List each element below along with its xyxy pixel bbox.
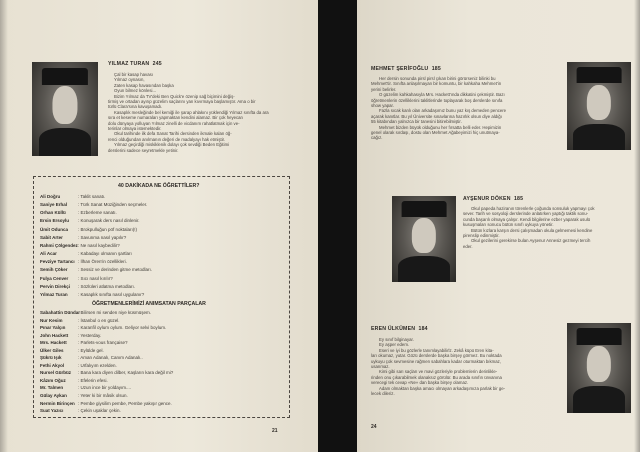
page-number: 21 (272, 428, 278, 434)
list-item: Nermin Birinçen : Pembe giysilim pembe, Pembe yakışır gence. (40, 400, 172, 406)
list-item: Pınar Yalçın : Karanfil oylum oylum. Geliyor selvi boylum. (40, 325, 167, 331)
graduation-cap-icon (42, 68, 88, 85)
list-item: Ali Doğru : Taklit sanatı. (40, 194, 106, 199)
student-name-heading: MEHMET ŞERİFOĞLU 185 (371, 66, 441, 72)
list-item: Orhan Küllü : Ezberleme sanatı. (40, 210, 117, 216)
list-item: Semih Çöker : Sessiz ve derinden gitme metodları. (40, 267, 153, 273)
list-item: Kâzım Oğuz : Efelerin efesi. (40, 377, 108, 383)
student-photo-eren (567, 323, 631, 413)
page-number: 24 (371, 424, 377, 430)
list-item: Nur Kesim : İstanbul o en güzel. (40, 317, 120, 323)
list-item: Pervin Direkçi : Sözlüleri atlatma metodları. (40, 283, 136, 289)
book-gutter (318, 0, 357, 452)
right-page (357, 0, 640, 452)
list-item: Mrs. Hackett : Parlets-vous française? (40, 340, 128, 346)
list-item: Fevziye Tartancı : İlhan Ören'in özellikleri. (40, 259, 127, 265)
student-photo-yilmaz (32, 62, 98, 156)
teachers-list-1 (40, 193, 152, 299)
graduation-cap-icon (577, 328, 622, 344)
list-item: John Hackett : Yesterday. (40, 332, 102, 338)
list-item: Ersin Ersoylu : Konuşarak ders nasıl dinlenir. (40, 218, 140, 224)
graduation-cap-icon (402, 201, 447, 216)
box-title-ogretmenler: ÖĞRETMENLERİMİZİ ANIMSATAN PARÇALAR (92, 301, 206, 307)
list-item: Saniye Erhal : Türk Sanat Müziğinden seçmeler. (40, 202, 148, 208)
left-page (0, 0, 318, 452)
list-item: Suat Yazıcı : Çekin uşaklar çekin. (40, 408, 121, 414)
list-item: Ali Acar : Kabadayı olmanın şartları (40, 251, 132, 257)
student-name-heading: YILMAZ TURAN 245 (108, 61, 162, 67)
list-item: Rahmi Çölgendez: Ne nasıl kaybedilir? (40, 242, 120, 248)
list-item: Fulya Cenver : Sıcı nasıl kırılır? (40, 275, 113, 281)
student-bio: Okul papeda haziranın törenlerle çoğunda sonsuluk yapmayı çok sever. Tarih ve sosyoloji derslerinde anlatırken yaptığı taktik sonu- cunda başarılı olmaya çalışır. Kendi bilgilerine ezber yaparak usulü kusuşmaları sonucu bütün sınıfı uykuya yönetir. Bütün kızlara karşın dersi çalışmadan okula gelmemesi kendine pirenslip edinmiştir. Okul gezilerini gerekirse bulan Ayşenur Annesiz gezmeyi tercih eder. (463, 206, 595, 249)
student-name-heading: AYŞENUR DÖKEN 185 (463, 196, 524, 202)
graduation-cap-icon (577, 67, 622, 83)
student-photo-mehmet (567, 62, 631, 150)
list-item: Gülay Aykan : Yeter ki bir mâsik olsun. (40, 393, 128, 399)
list-item: Sabahattin Dündar: Bilirsen mi senden niye küsmüşem. (40, 310, 152, 315)
list-item: Sabit Arter : Savunma nasıl yapılır? (40, 234, 127, 240)
student-bio: Çal bir kasap havası Yılmaz oynasın, Zaten kasap havasından başka Oyun bilmez könlesi... Bizim Yılmaz da TV'deki Ben Quick'e özenip sağ biçimini değiş- tirmiş ve ortadan ayırıp güzelim saçlarını yan kıvırmaya başlamıştır. Ama o bir türlü Clara'sına kavuşamadı. Kasaplık mesleğinde bel kemiği ile şarap ahlakını yüklendiği Yılmaz sınıfta da ara sıra et keseme numaraları yapmaktan kendini alamaz. Bir çok heyecan dolu dünyaya yolluyan Yılmaz zinelli de vicdanım rahatlatmak için ve- terinlar olmaya istemektedir. Okul tarihinde ilk defa Sanat Tarihi dersinden ikmale kalan öğ- renci olduğundan anılmanın değeri de madalyayı hak etmiştir. Yılmaz geçirdiği miskiklenik dolayı çok sevdiği Beden Eğitimi derslerini sadece seyretmekle yetinir. (108, 72, 269, 153)
box-title-40-dakika: 40 DAKİKADA NE ÖĞRETTİLER? (118, 183, 200, 189)
list-item: Nursel Gürbüz : Bana kara diyen dilber, Kaşların kara değil mi? (40, 370, 174, 376)
student-bio: Her dersin sonunda pirsl pirsl çıkan birini görürseniz bilinki bu Mehmet'tir. Sınıfta anlaşılmayan bir komuntu, bir kahkaha Mehmet'in yerini belirler. O güzelim kahkahasıyla Mrs. Hackett'ında dikkatini çekmiştir. Bazı öğretmenlerin özelliklerini taklitlerinde toplayarak boş derslerde sınıfa show yapar. Fazla sıcak kanlı olan arkadaşımız bunu yaz kış demeden pencere açarak kanıtlar. Bu yıl Üniversite sınavlarına hazırlık olsun diye aldığı 55 kitabından yalnızca bir tanesini bitirebilmiştir. Mehmet bizden büyük olduğunu her fırsatta belli eder. Hepimizin genel olarak sırdaşı, dostu olan Mehmet Ağabeyimizi hiç unutmaya- cağız. (371, 76, 507, 141)
teachers-list-2 (40, 309, 173, 415)
student-photo-aysenur (392, 196, 456, 282)
list-item: Şükrü Işık : Aman Adanalı, Canım Adanalı.. (40, 355, 143, 361)
list-item: Fethi Akyol : Urfalıyım ezelden. (40, 362, 117, 368)
list-item: Mr. Talmen : Uzun ince bir yoldayım.... (40, 385, 132, 391)
page-edge-shadow (0, 0, 8, 452)
list-item: Yılmaz Turan : Kasaplık sınıfta nasıl uygulanır? (40, 291, 145, 297)
list-item: Ülker Giles : Eylülde gel. (40, 347, 104, 353)
list-item: Ümit Odunca : Brokpulluğun pöf noktaları(!) (40, 226, 138, 232)
student-bio: Ey sınıf bilginayar. Ey aşper edem. Eseri ve iyi bu gözlerle tanımlayabilirlz. Zekâ küpü Eren kita- ları okumaz, yutar. Gözü derslerde başka birşey görmez. Bu noktada uykuyu çok sevmesine rağmen sabahlara kadar oturmaktan bıkmaz, usanmaz. Kimi gibi sarı saçları ve mavi gözleriyle problemlerin derinlikle- rinden onu çıkarabilmek olanaksız görülür. Bu arada sınıfın ünvanına verecegi tek cevap «Ne» dan başka birşey olamaz. Adam olmaktan başka amacı olmayan arkadaşımıza parlak bir ge- lecek dileriz. (371, 337, 506, 397)
page-edge-shadow (634, 0, 640, 452)
student-name-heading: EREN ÜLKÜMEN 184 (371, 326, 428, 332)
